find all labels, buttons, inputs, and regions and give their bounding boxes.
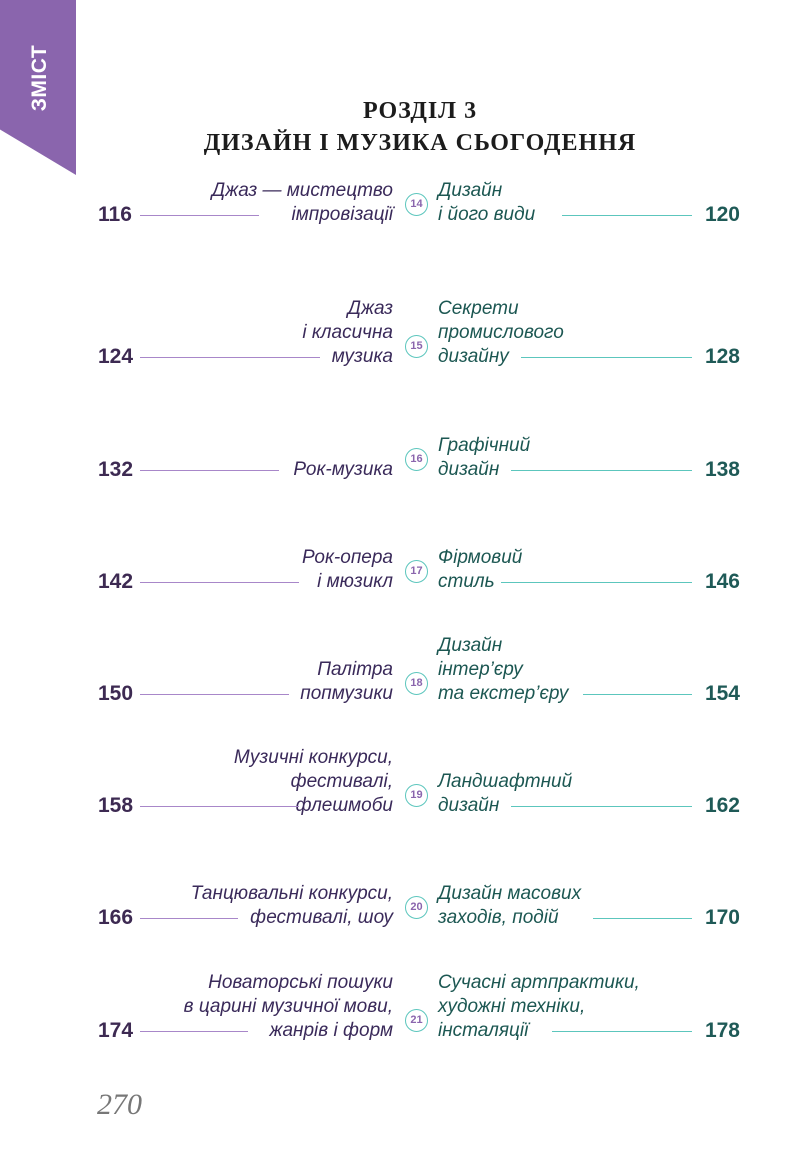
left-title-line: Джаз — мистецтво [211,180,393,201]
right-page-number: 128 [704,345,740,368]
left-leader-line [140,806,299,807]
right-page-number: 178 [704,1019,740,1042]
left-title-line: фестивалі, [290,771,393,792]
topic-number-badge: 20 [405,896,428,919]
topic-number-badge: 16 [405,448,428,471]
topic-number-badge: 14 [405,193,428,216]
left-page-number: 174 [98,1019,134,1042]
right-leader-line [583,694,692,695]
right-page-number: 120 [704,203,740,226]
left-leader-line [140,357,320,358]
right-title-line: Графічний [438,435,531,456]
right-topic-title [438,434,530,482]
right-topic-title [438,882,581,930]
right-title-line: Ландшафтний [438,771,573,792]
left-topic-title [300,658,393,706]
left-title-line: Музичні конкурси, [233,747,393,768]
right-title-line: дизайн [438,795,500,816]
left-title-line: фестивалі, шоу [250,907,393,928]
left-topic-title [184,971,393,1043]
right-page-number: 138 [704,458,740,481]
left-title-line: імпровізації [291,204,393,225]
section-subheading: ДИЗАЙН І МУЗИКА СЬОГОДЕННЯ [203,130,637,156]
left-leader-line [140,582,299,583]
left-title-line: Танцювальні конкурси, [190,883,393,904]
right-page-number: 162 [704,794,740,817]
left-leader-line [140,470,279,471]
right-title-line: Дизайн [438,635,503,656]
right-title-line: промислового [438,322,564,343]
right-topic-title [438,971,640,1043]
right-title-line: та екстер’єру [438,683,569,704]
right-topic-title [438,297,564,369]
left-leader-line [140,918,238,919]
right-title-line: стиль [438,571,495,592]
left-page-number: 150 [98,682,134,705]
topic-number-badge: 19 [405,784,428,807]
right-topic-title [438,546,522,594]
topic-number-badge: 18 [405,672,428,695]
right-title-line: дизайн [438,459,500,480]
left-title-line: флешмоби [295,795,393,816]
right-leader-line [593,918,692,919]
left-title-line: Новаторські пошуки [208,972,393,993]
left-topic-title [293,458,393,482]
right-topic-title [438,634,568,706]
left-title-line: попмузики [300,683,393,704]
right-leader-line [511,806,692,807]
right-page-number: 146 [704,570,740,593]
right-title-line: інсталяції [438,1020,529,1041]
left-page-number: 116 [98,203,132,226]
contents-tab-label: ЗМІСТ [28,44,51,112]
left-title-line: жанрів і форм [269,1020,393,1041]
topic-number-badge: 15 [405,335,428,358]
right-leader-line [511,470,692,471]
left-topic-title [302,297,393,369]
right-leader-line [552,1031,692,1032]
left-page-number: 132 [98,458,134,481]
left-title-line: музика [331,346,393,367]
right-leader-line [501,582,692,583]
right-page-number: 170 [704,906,740,929]
left-title-line: Рок-опера [301,547,393,568]
left-topic-title [234,746,393,818]
left-leader-line [140,694,289,695]
left-topic-title [302,546,393,594]
left-leader-line [140,1031,248,1032]
right-title-line: заходів, подій [438,907,559,928]
left-page-number: 166 [98,906,134,929]
page-number: 270 [97,1088,142,1121]
right-title-line: дизайну [438,346,509,367]
right-title-line: Сучасні артпрактики, [438,972,640,993]
left-page-number: 158 [98,794,134,817]
right-leader-line [521,357,692,358]
left-page-number: 142 [98,570,134,593]
left-title-line: Палітра [317,659,393,680]
left-page-number: 124 [98,345,134,368]
left-title-line: в царині музичної мови, [183,996,393,1017]
right-title-line: Дизайн [438,180,503,201]
section-heading: РОЗДІЛ 3 [362,98,478,124]
topic-number-badge: 21 [405,1009,428,1032]
right-topic-title [438,179,535,227]
left-leader-line [140,215,259,216]
right-title-line: Дизайн масових [438,883,582,904]
right-title-line: і його види [438,204,536,225]
left-title-line: і класична [302,322,393,343]
left-title-line: Джаз [347,298,393,319]
left-title-line: і мюзикл [317,571,393,592]
right-topic-title [438,770,572,818]
right-title-line: інтер’єру [438,659,523,680]
right-leader-line [562,215,692,216]
left-topic-title [212,179,393,227]
right-page-number: 154 [704,682,740,705]
topic-number-badge: 17 [405,560,428,583]
left-topic-title [191,882,393,930]
left-title-line: Рок-музика [293,459,393,480]
right-title-line: Фірмовий [438,547,523,568]
right-title-line: Секрети [438,298,519,319]
right-title-line: художні техніки, [438,996,586,1017]
